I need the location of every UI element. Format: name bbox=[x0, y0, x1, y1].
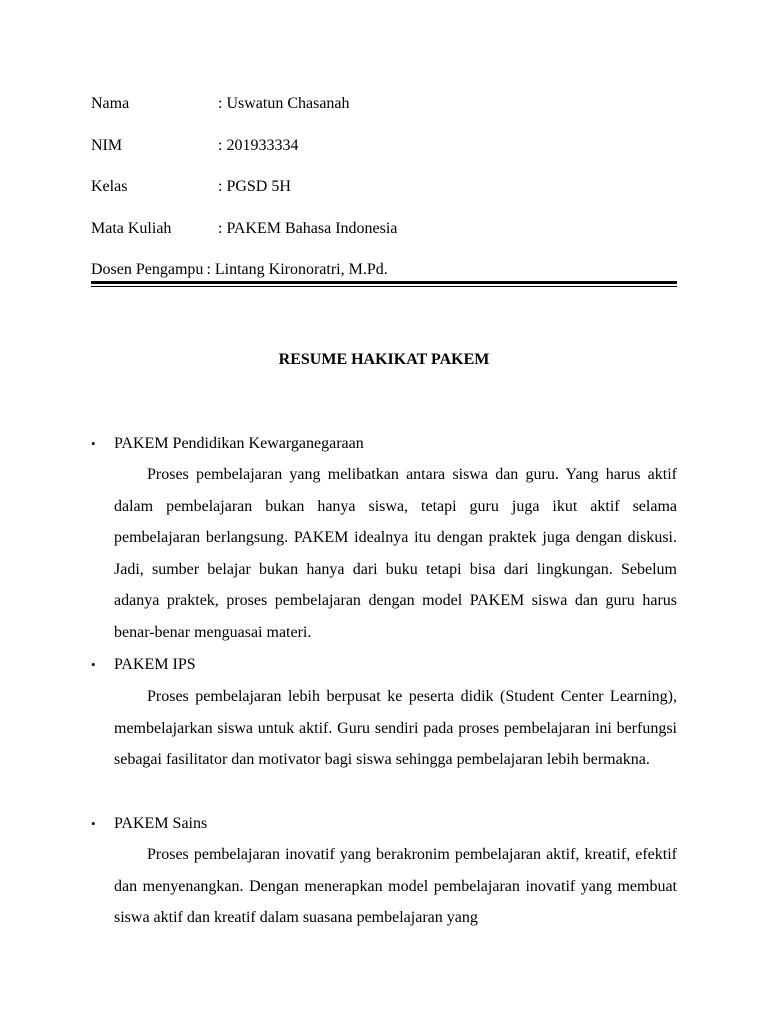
header-row-dosen-pengampu bbox=[91, 260, 388, 280]
bullet-icon: • bbox=[91, 436, 96, 451]
bullet-icon: • bbox=[91, 657, 96, 672]
header-value: : 201933334 bbox=[218, 137, 299, 154]
section-heading-pkn bbox=[91, 434, 364, 454]
header-label: Mata Kuliah bbox=[91, 220, 172, 237]
header-label: Nama bbox=[91, 95, 130, 112]
section-body-pkn: Proses pembelajaran yang melibatkan antara siswa dan guru. Yang harus aktif dalam pembelajaran bukan hanya siswa, tetapi guru juga ikut aktif selama pembelajaran berlangsung. PAKEM idealnya itu dengan praktek juga dengan diskusi. Jadi, sumber belajar bukan hanya dari buku tetapi bisa dari lingkungan. Sebelum adanya praktek, proses pembelajaran dengan model PAKEM siswa dan guru harus benar-benar menguasai materi. bbox=[114, 466, 677, 641]
section-heading-label: PAKEM Pendidikan Kewarganegaraan bbox=[114, 435, 364, 452]
section-heading-ips bbox=[91, 655, 196, 675]
section-heading-label: PAKEM Sains bbox=[114, 815, 208, 832]
document-title: RESUME HAKIKAT PAKEM bbox=[278, 351, 490, 368]
header-divider-thick bbox=[91, 281, 677, 284]
header-row-kelas bbox=[91, 177, 291, 197]
header-value: : Lintang Kironoratri, M.Pd. bbox=[206, 261, 388, 278]
section-heading-label: PAKEM IPS bbox=[114, 656, 196, 673]
header-value: : Uswatun Chasanah bbox=[218, 95, 350, 112]
section-body-ips: Proses pembelajaran lebih berpusat ke peserta didik (Student Center Learning), membelajarkan siswa untuk aktif. Guru sendiri pada proses pembelajaran ini berfungsi sebagai fasilitator dan motivator bagi siswa sehingga pembelajaran lebih bermakna. bbox=[114, 688, 677, 769]
bullet-icon: • bbox=[91, 816, 96, 831]
section-body-sains: Proses pembelajaran inovatif yang berakronim pembelajaran aktif, kreatif, efektif dan menyenangkan. Dengan menerapkan model pembelajaran inovatif yang membuat siswa aktif dan kreatif dalam suasana pembelajaran yang bbox=[114, 846, 677, 927]
header-row-nama bbox=[91, 94, 350, 114]
header-label: Dosen Pengampu bbox=[91, 261, 204, 278]
header-value: : PAKEM Bahasa Indonesia bbox=[218, 220, 398, 237]
header-label: Kelas bbox=[91, 178, 128, 195]
header-row-mata-kuliah bbox=[91, 219, 397, 239]
header-label: NIM bbox=[91, 137, 123, 154]
header-divider-thin bbox=[91, 286, 677, 287]
header-row-nim bbox=[91, 136, 298, 156]
header-value: : PGSD 5H bbox=[218, 178, 291, 195]
section-heading-sains bbox=[91, 814, 207, 834]
